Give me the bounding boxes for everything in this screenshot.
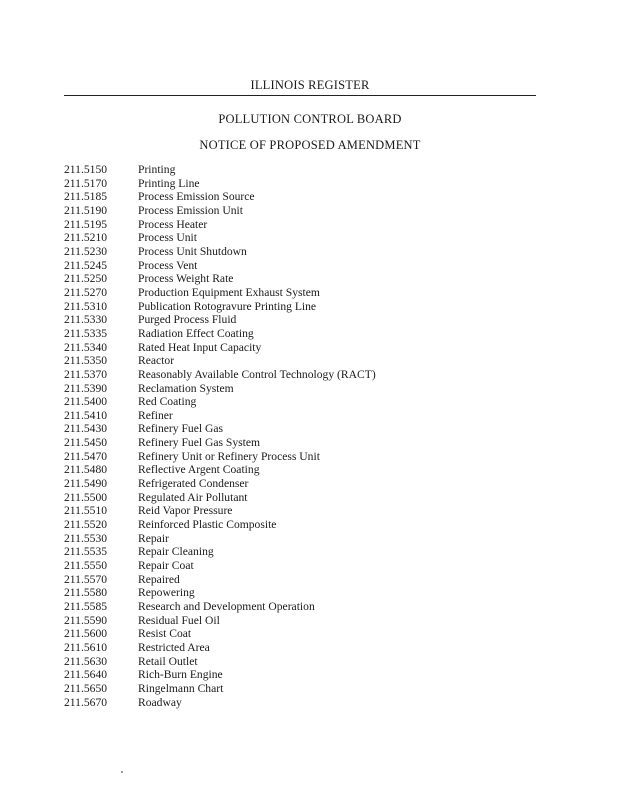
section-number: 211.5585 [64, 600, 108, 613]
section-number: 211.5550 [64, 559, 108, 573]
section-term: Process Vent [138, 258, 198, 272]
section-term: Reinforced Plastic Composite [138, 518, 277, 532]
list-item [64, 436, 544, 450]
section-term: Publication Rotogravure Printing Line [138, 299, 317, 313]
section-term: Repowering [138, 586, 195, 600]
section-term: Refinery Fuel Gas System [138, 436, 261, 450]
list-item [64, 300, 544, 314]
section-term: Regulated Air Pollutant [138, 490, 248, 504]
section-term: Radiation Effect Coating [138, 326, 254, 340]
section-number: 211.5590 [64, 613, 108, 627]
section-term: Production Equipment Exhaust System [138, 285, 320, 299]
section-term: Reasonably Available Control Technology (RACT) [138, 367, 376, 381]
section-number: 211.5250 [64, 272, 108, 286]
list-item [64, 313, 544, 327]
section-number: 211.5410 [64, 408, 108, 422]
list-item [64, 668, 544, 682]
section-number: 211.5610 [64, 640, 108, 654]
section-term: Repair [138, 531, 169, 545]
board-name: POLLUTION CONTROL BOARD [218, 112, 402, 126]
section-number: 211.5190 [64, 203, 108, 217]
list-item [64, 218, 544, 232]
section-term: Process Emission Unit [138, 203, 243, 217]
section-term: Process Heater [138, 217, 208, 231]
section-number: 211.5535 [64, 545, 108, 559]
section-number: 211.5430 [64, 422, 108, 436]
section-number: 211.5480 [64, 463, 108, 477]
section-number: 211.5210 [64, 231, 108, 245]
section-number: 211.5580 [64, 586, 108, 600]
list-item [64, 573, 544, 587]
section-number: 211.5150 [64, 163, 108, 176]
list-item [64, 341, 544, 355]
list-item [64, 382, 544, 396]
section-term: Reid Vapor Pressure [138, 504, 233, 518]
list-item [64, 586, 544, 600]
list-item [64, 600, 544, 614]
section-term: Reclamation System [138, 381, 234, 395]
section-term: Refrigerated Condenser [138, 477, 249, 491]
section-number: 211.5230 [64, 244, 108, 258]
section-term: Reflective Argent Coating [138, 463, 260, 477]
section-number: 211.5340 [64, 340, 108, 354]
list-item [64, 327, 544, 341]
section-number: 211.5670 [64, 695, 108, 709]
list-item [64, 682, 544, 696]
section-number: 211.5335 [64, 326, 108, 340]
section-number: 211.5450 [64, 436, 108, 450]
section-term: Printing [138, 163, 176, 176]
list-item [64, 231, 544, 245]
section-term: Printing Line [138, 176, 200, 190]
list-item [64, 477, 544, 491]
list-item [64, 559, 544, 573]
section-term: Rich-Burn Engine [138, 668, 223, 682]
section-term: Reactor [138, 354, 175, 368]
section-term: Research and Development Operation [138, 600, 315, 613]
list-item [64, 696, 544, 710]
list-item [64, 272, 544, 286]
section-term: Resist Coat [138, 627, 192, 641]
list-item [64, 409, 544, 423]
section-term: Residual Fuel Oil [138, 613, 220, 627]
section-number: 211.5195 [64, 217, 108, 231]
section-number: 211.5570 [64, 572, 108, 586]
list-item [64, 259, 544, 273]
section-term: Process Unit [138, 231, 197, 245]
section-term: Repaired [138, 572, 180, 586]
list-item [64, 245, 544, 259]
list-item [64, 177, 544, 191]
list-item [64, 463, 544, 477]
section-number: 211.5245 [64, 258, 108, 272]
section-term: Refinery Fuel Gas [138, 422, 224, 436]
section-number: 211.5170 [64, 176, 108, 190]
section-number: 211.5390 [64, 381, 108, 395]
section-term: Red Coating [138, 395, 197, 409]
section-term: Repair Coat [138, 559, 194, 573]
section-number: 211.5270 [64, 285, 108, 299]
list-item [64, 518, 544, 532]
section-term: Roadway [138, 695, 182, 709]
list-item [64, 641, 544, 655]
list-item [64, 204, 544, 218]
register-title: ILLINOIS REGISTER [250, 78, 370, 92]
section-number: 211.5630 [64, 654, 108, 668]
section-number: 211.5310 [64, 299, 108, 313]
header-divider [64, 95, 536, 96]
section-number: 211.5600 [64, 627, 108, 641]
list-item [64, 614, 544, 628]
section-number: 211.5370 [64, 367, 108, 381]
section-term: Process Unit Shutdown [138, 244, 247, 258]
list-item [64, 532, 544, 546]
section-term: Process Emission Source [138, 190, 255, 204]
section-number: 211.5490 [64, 477, 108, 491]
list-item [64, 627, 544, 641]
section-term: Process Weight Rate [138, 272, 234, 286]
scan-speck [121, 771, 123, 773]
list-item [64, 655, 544, 669]
section-number: 211.5350 [64, 354, 108, 368]
list-item [64, 491, 544, 505]
section-number: 211.5640 [64, 668, 108, 682]
section-list [64, 163, 544, 709]
section-term: Ringelmann Chart [138, 681, 224, 695]
list-item [64, 450, 544, 464]
list-item [64, 504, 544, 518]
list-item [64, 286, 544, 300]
list-item [64, 163, 544, 177]
section-term: Purged Process Fluid [138, 313, 237, 327]
section-term: Refinery Unit or Refinery Process Unit [138, 449, 320, 463]
list-item [64, 545, 544, 559]
section-number: 211.5400 [64, 395, 108, 409]
list-item [64, 190, 544, 204]
list-item [64, 395, 544, 409]
section-term: Retail Outlet [138, 654, 198, 668]
list-item [64, 354, 544, 368]
section-number: 211.5470 [64, 449, 108, 463]
section-term: Repair Cleaning [138, 545, 214, 559]
section-term: Rated Heat Input Capacity [138, 340, 262, 354]
section-number: 211.5650 [64, 681, 108, 695]
section-number: 211.5500 [64, 490, 108, 504]
notice-title: NOTICE OF PROPOSED AMENDMENT [199, 138, 421, 152]
section-term: Restricted Area [138, 640, 210, 654]
list-item [64, 422, 544, 436]
section-number: 211.5520 [64, 518, 108, 532]
section-term: Refiner [138, 408, 173, 422]
section-number: 211.5330 [64, 313, 108, 327]
section-number: 211.5185 [64, 190, 108, 204]
section-number: 211.5530 [64, 531, 108, 545]
list-item [64, 368, 544, 382]
section-number: 211.5510 [64, 504, 108, 518]
